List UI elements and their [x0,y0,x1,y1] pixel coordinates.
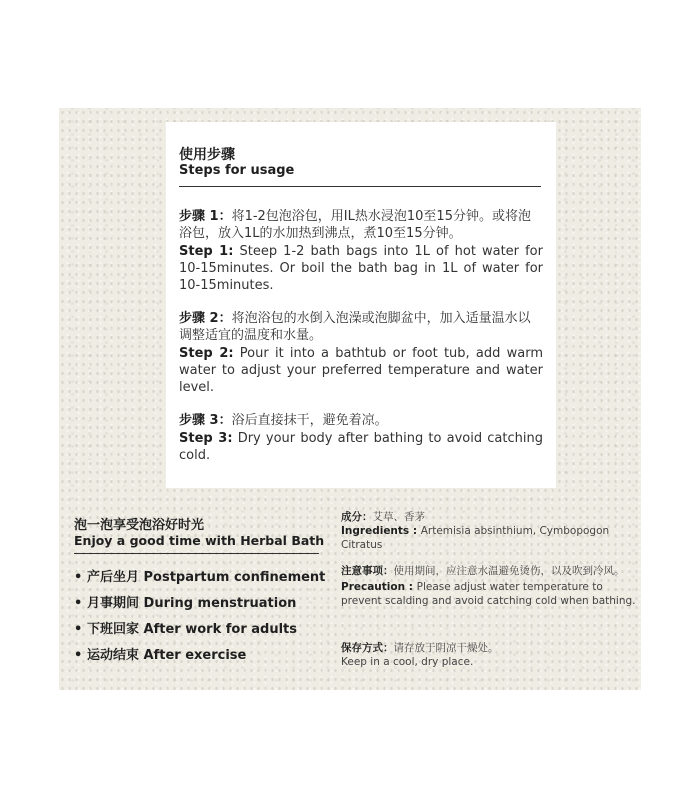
ingredients-cn [341,510,641,524]
precaution-label-en: Precaution : [341,581,417,593]
step-3-text-cn: 浴后直接抹干，避免着凉。 [231,413,388,428]
step-2-cn [179,310,543,344]
ingredients-block [341,510,641,552]
step-1-text-en: Steep 1-2 bath bags into 1L of hot water for 10-15minutes. Or boil the bath bag in 1L of water for 10-15minutes. [179,244,543,293]
step-1-cn [179,208,543,242]
step-1-label-cn: 步骤 1： [179,209,232,224]
ingredients-label-cn: 成分： [341,511,373,523]
list-item [74,594,325,620]
step-3-en [179,430,543,464]
bullet-icon: • [74,570,83,585]
step-3-label-en: Step 3: [179,431,233,446]
storage-label-cn: 保存方式： [341,642,394,654]
benefits-title-en: Enjoy a good time with Herbal Bath [74,533,325,548]
step-2-text-cn: 将泡浴包的水倒入泡澡或泡脚盆中，加入适量温水以调整适宜的温度和水量。 [179,311,531,343]
precaution-text-cn: 使用期间，应注意水温避免烫伤，以及吹到冷风。 [393,565,625,577]
step-2-label-en: Step 2: [179,346,234,361]
benefit-text: 下班回家 After work for adults [87,622,297,637]
step-1 [179,208,543,294]
benefit-text: 月事期间 During menstruation [87,596,297,611]
storage-en: Keep in a cool, dry place. [341,656,474,668]
benefits-title-divider [74,553,319,554]
storage-block [341,641,641,669]
usage-title-divider [179,186,541,187]
ingredients-label-en: Ingredients : [341,525,421,537]
benefits-title-cn: 泡一泡享受泡浴好时光 [74,518,205,533]
step-3-text-en: Dry your body after bathing to avoid catching cold. [179,431,543,463]
usage-title-cn: 使用步骤 [179,147,235,163]
storage-text-cn: 请存放于阴凉干燥处。 [393,642,499,654]
benefit-text: 运动结束 After exercise [87,648,247,663]
step-2-text-en: Pour it into a bathtub or foot tub, add warm water to adjust your preferred temperature and water level. [179,346,543,395]
ingredients-en [341,524,641,552]
precaution-en [341,580,641,608]
benefit-text: 产后坐月 Postpartum confinement [87,570,326,585]
step-2-en [179,345,543,396]
bullet-icon: • [74,622,83,637]
list-item [74,568,325,594]
step-2 [179,310,543,396]
precaution-label-cn: 注意事项： [341,565,394,577]
bullet-icon: • [74,596,83,611]
precaution-text-en: Please adjust water temperature to prevent scalding and avoid catching cold when bathing. [341,581,636,607]
step-2-label-cn: 步骤 2： [179,311,232,326]
storage-cn [341,641,641,655]
benefits-list [74,568,325,672]
list-item [74,620,325,646]
precaution-cn [341,564,641,578]
step-3-label-cn: 步骤 3： [179,413,232,428]
step-1-en [179,243,543,294]
ingredients-text-cn: 艾草、香茅 [372,511,425,523]
list-item [74,646,325,672]
step-1-text-cn: 将1-2包泡浴包，用IL热水浸泡10至15分钟。或将泡浴包，放入1L的水加热到沸点，煮10至15分钟。 [179,209,531,241]
step-3-cn [179,412,543,429]
usage-title-en: Steps for usage [179,163,295,178]
ingredients-text-en: Artemisia absinthium, Cymbopogon Citratus [341,525,610,551]
bullet-icon: • [74,648,83,663]
precaution-block [341,564,641,608]
step-3 [179,412,543,464]
step-1-label-en: Step 1: [179,244,234,259]
